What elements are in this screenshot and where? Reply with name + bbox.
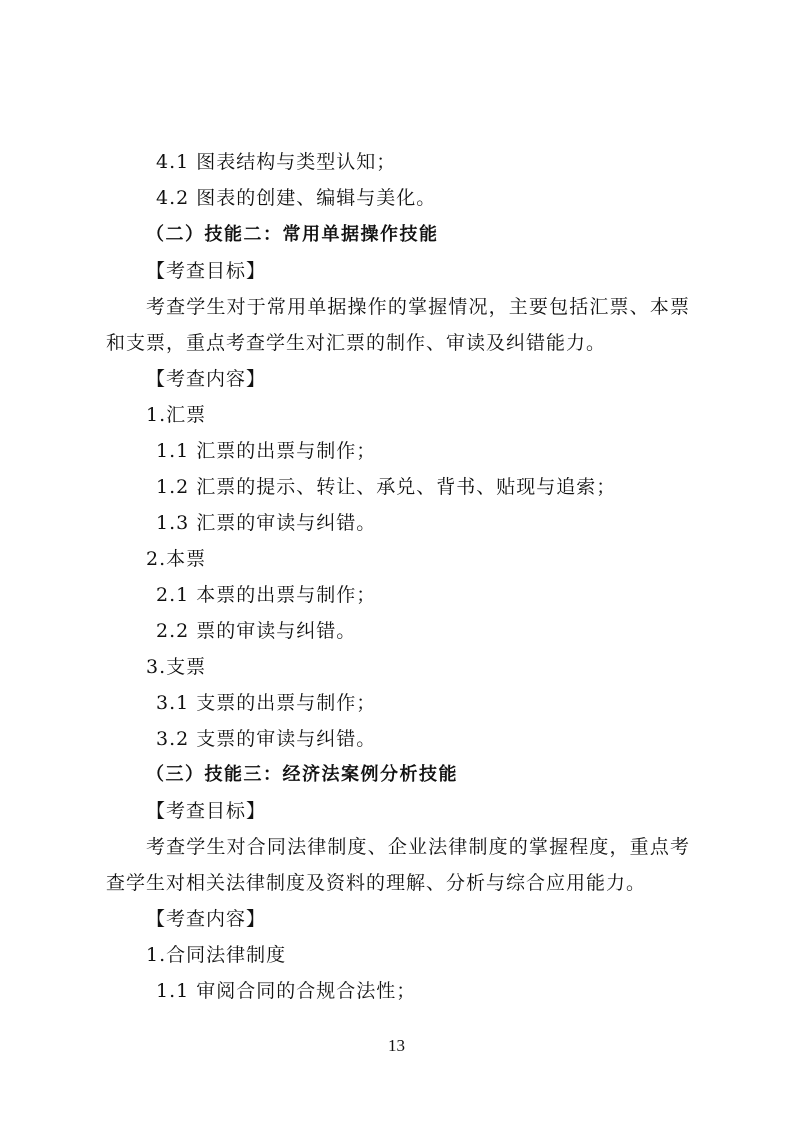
item-4-2: 4.2 图表的创建、编辑与美化。 bbox=[156, 187, 437, 209]
subheading-objective: 【考查目标】 bbox=[146, 260, 267, 282]
subheading-content-2: 【考查内容】 bbox=[146, 908, 267, 930]
item-1: 1.汇票 bbox=[146, 404, 207, 426]
objective-paragraph-2: 考查学生对合同法律制度、企业法律制度的掌握程度，重点考查学生对相关法律制度及资料的理解、分析与综合应用能力。 bbox=[106, 836, 690, 894]
section-heading-skill-2: （二）技能二：常用单据操作技能 bbox=[146, 224, 439, 245]
section-heading-skill-3: （三）技能三：经济法案例分析技能 bbox=[146, 764, 458, 785]
objective-paragraph: 考查学生对于常用单据操作的掌握情况，主要包括汇票、本票和支票，重点考查学生对汇票的制作、审读及纠错能力。 bbox=[106, 296, 690, 354]
item-3-1: 3.1 支票的出票与制作； bbox=[156, 692, 377, 714]
item-2: 2.本票 bbox=[146, 548, 207, 570]
item-3: 3.支票 bbox=[146, 656, 207, 678]
subheading-objective-2: 【考查目标】 bbox=[146, 800, 267, 822]
item-4-1: 4.1 图表结构与类型认知； bbox=[156, 151, 397, 173]
item-1-1-contract-review: 1.1 审阅合同的合规合法性； bbox=[156, 980, 417, 1002]
item-3-2: 3.2 支票的审读与纠错。 bbox=[156, 728, 377, 750]
item-2-2: 2.2 票的审读与纠错。 bbox=[156, 620, 357, 642]
subheading-content: 【考查内容】 bbox=[146, 368, 267, 390]
item-1-1: 1.1 汇票的出票与制作； bbox=[156, 440, 377, 462]
page-number: 13 bbox=[388, 1036, 405, 1055]
item-1-contract-law: 1.合同法律制度 bbox=[146, 944, 287, 966]
item-1-2: 1.2 汇票的提示、转让、承兑、背书、贴现与追索； bbox=[156, 476, 617, 498]
item-2-1: 2.1 本票的出票与制作； bbox=[156, 584, 377, 606]
item-1-3: 1.3 汇票的审读与纠错。 bbox=[156, 512, 377, 534]
